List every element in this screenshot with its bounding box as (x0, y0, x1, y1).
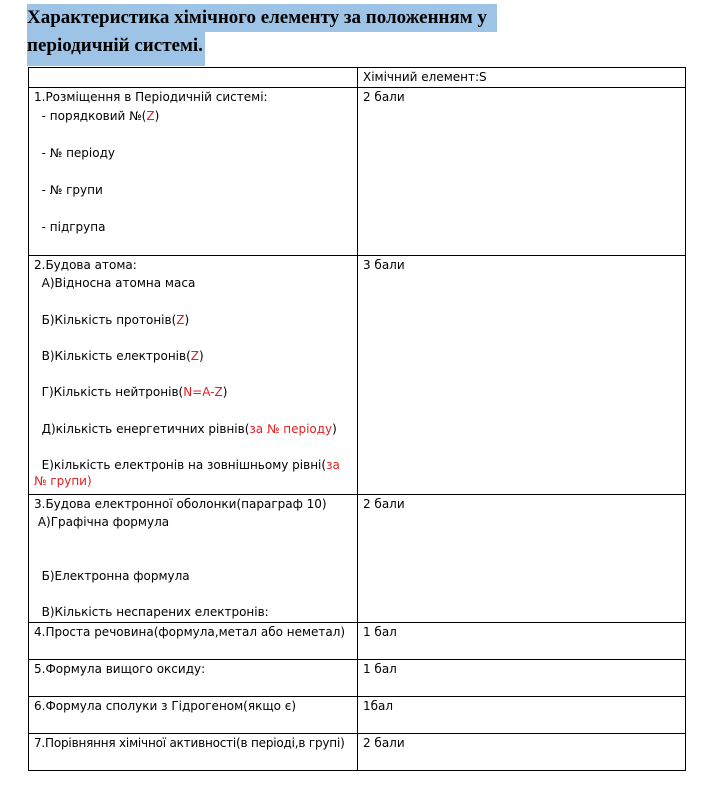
row-1-item-2: - № періоду (34, 146, 115, 160)
row-7-points: 2 бали (357, 734, 685, 771)
document-title (27, 4, 497, 66)
row-4-task: 4.Проста речовина(формула,метал або неметал) (29, 623, 358, 660)
header-cell-empty (29, 68, 358, 88)
characteristics-table (28, 67, 686, 771)
table-header-row (29, 68, 686, 88)
row-3-item-3: В)Кількість неспарених електронів: (34, 605, 269, 619)
row-2-item-1: А)Відносна атомна маса (34, 276, 196, 290)
row-7-task: 7.Порівняння хімічної активності(в періоді,в групі) (29, 734, 358, 771)
row-4-points: 1 бал (357, 623, 685, 660)
row-2-item-6: Е)кількість електронів на зовнішньому рівні(за № групи) (34, 458, 340, 488)
row-2-points: 3 бали (357, 256, 685, 495)
title-line-2: періодичній системі. (27, 32, 205, 66)
row-3-item-2: Б)Електронна формула (34, 569, 190, 583)
row-3-task (29, 495, 358, 623)
table-row (29, 660, 686, 697)
header-cell-element: Хімічний елемент:S (357, 68, 685, 88)
table-row (29, 495, 686, 623)
row-1-item-1: - порядковий №(Z) (34, 109, 160, 123)
table-row (29, 623, 686, 660)
table-row (29, 256, 686, 495)
row-3-item-1: А)Графічна формула (34, 515, 170, 529)
row-2-task (29, 256, 358, 495)
row-1-task (29, 88, 358, 256)
row-2-item-3: В)Кількість електронів(Z) (34, 349, 204, 363)
table-row (29, 697, 686, 734)
row-6-points: 1бал (357, 697, 685, 734)
row-3-heading: 3.Будова електронної оболонки(параграф 10) (34, 497, 327, 511)
table-row (29, 88, 686, 256)
row-3-points: 2 бали (357, 495, 685, 623)
title-line-1: Характеристика хімічного елементу за положенням у (27, 4, 497, 32)
row-2-item-2: Б)Кількість протонів(Z) (34, 313, 190, 327)
row-5-points: 1 бал (357, 660, 685, 697)
row-1-points: 2 бали (357, 88, 685, 256)
row-5-task: 5.Формула вищого оксиду: (29, 660, 358, 697)
row-1-item-3: - № групи (34, 183, 103, 197)
row-1-heading: 1.Розміщення в Періодичній системі: (34, 90, 268, 104)
row-6-task: 6.Формула сполуки з Гідрогеном(якщо є) (29, 697, 358, 734)
row-1-item-4: - підгрупа (34, 220, 106, 234)
table-row (29, 734, 686, 771)
row-2-item-5: Д)кількість енергетичних рівнів(за № періоду) (34, 422, 337, 436)
row-2-heading: 2.Будова атома: (34, 258, 137, 272)
row-2-item-4: Г)Кількість нейтронів(N=A-Z) (34, 385, 228, 399)
